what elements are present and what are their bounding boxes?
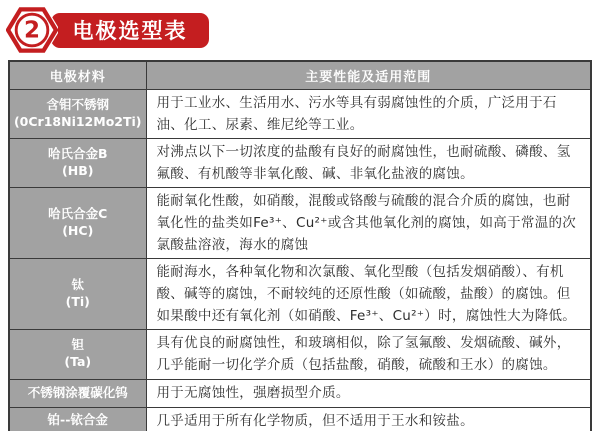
description-cell: 对沸点以下一切浓度的盐酸有良好的耐腐蚀性，也耐硫酸、磷酸、氢氟酸、有机酸等非氧化酸、碱、非氧化盐液的腐蚀。 [146,138,591,187]
section-title-ribbon [51,13,209,48]
table-row [9,407,591,431]
material-name: 不锈钢涂覆碳化钨 [27,384,128,400]
material-grade: (0Cr18Ni12Mo2Ti) [13,113,142,129]
page-title: 电极选型表 [72,19,188,43]
material-grade: (Ta) [64,354,92,369]
column-header-material: 电极材料 [9,61,146,89]
table-header-row [9,61,591,89]
table-row [9,138,591,187]
material-cell [9,407,146,431]
material-name: 哈氏合金C [48,205,108,221]
description-cell: 几乎适用于所有化学物质，但不适用于王水和铵盐。 [146,407,591,431]
material-cell [9,138,146,187]
section-number-badge [6,6,58,54]
description-cell: 具有优良的耐腐蚀性，和玻璃相似，除了氢氟酸、发烟硫酸、碱外，几乎能耐一切化学介质（包括盐酸，硝酸，硫酸和王水）的腐蚀。 [146,329,591,379]
column-header-performance: 主要性能及适用范围 [146,61,591,89]
description-cell: 能耐氧化性酸，如硝酸，混酸或铬酸与硫酸的混合介质的腐蚀，也耐氧化性的盐类如Fe³⁺、Cu²⁺或含其他氧化剂的腐蚀，如高于常温的次氯酸盐溶液，海水的腐蚀 [146,187,591,258]
material-cell [9,187,146,258]
material-name: 铂--铱合金 [47,412,108,428]
table-row [9,329,591,379]
material-cell [9,329,146,379]
description-cell: 能耐海水，各种氧化物和次氯酸、氧化型酸（包括发烟硝酸）、有机酸、碱等的腐蚀，不耐较纯的还原性酸（如硫酸，盐酸）的腐蚀。但如果酸中还有氧化剂（如硝酸、Fe³⁺、Cu²⁺）时，腐蚀性大为降低。 [146,258,591,329]
section-header [6,4,209,56]
table-row [9,187,591,258]
description-cell: 用于无腐蚀性，强磨损型介质。 [146,379,591,407]
material-cell [9,89,146,138]
table-row [9,379,591,407]
material-cell [9,379,146,407]
material-name: 含钼不锈钢 [46,96,109,112]
material-cell [9,258,146,329]
badge-number: 2 [23,17,41,44]
material-grade: (HB) [62,162,94,178]
electrode-selection-table [8,60,592,431]
material-grade: (HC) [62,222,94,238]
material-name: 哈氏合金B [47,145,108,161]
material-grade: (Ti) [65,293,90,309]
material-name: 钛 [71,276,84,292]
table-row [9,89,591,138]
material-name: 钽 [71,337,84,353]
description-cell: 用于工业水、生活用水、污水等具有弱腐蚀性的介质，广泛用于石油、化工、尿素、维尼纶等工业。 [146,89,591,138]
table-row [9,258,591,329]
